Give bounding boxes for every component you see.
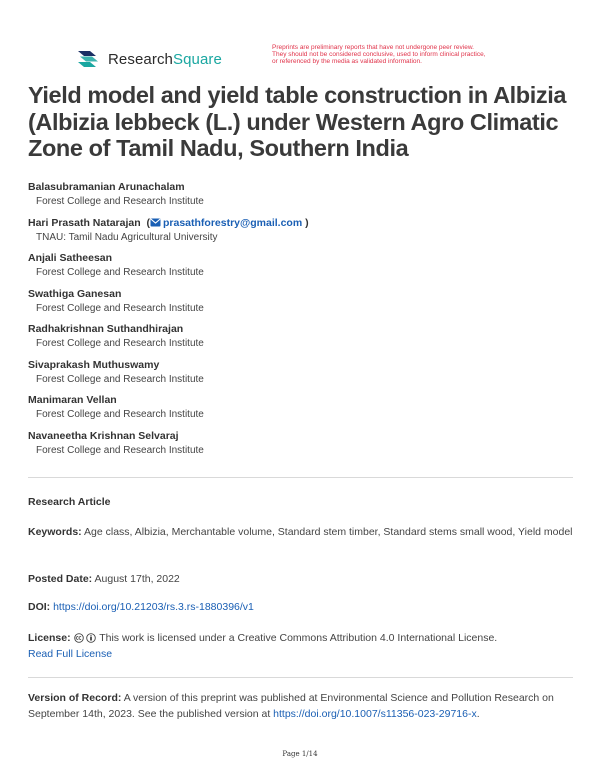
author-name: Anjali Satheesan: [28, 252, 113, 264]
version-of-record-label: Version of Record:: [28, 692, 122, 704]
email-paren-open: (: [143, 216, 150, 229]
logo-text-secondary: Square: [173, 50, 222, 68]
disclaimer-line: Preprints are preliminary reports that have not undergone peer review.: [272, 44, 474, 51]
author-entry: [28, 251, 568, 287]
author-affiliation: Forest College and Research Institute: [36, 302, 204, 314]
author-name: Balasubramanian Arunachalam: [28, 181, 185, 193]
author-entry: [28, 216, 568, 252]
posted-date: [28, 571, 573, 587]
doi: [28, 599, 573, 615]
author-entry: [28, 287, 568, 323]
author-name-row: [28, 216, 568, 230]
header: [76, 44, 576, 72]
author-affiliation: Forest College and Research Institute: [36, 373, 204, 385]
posted-date-label: Posted Date:: [28, 573, 93, 585]
keywords-label: Keywords:: [28, 526, 82, 538]
author-entry: [28, 429, 568, 465]
license-text: This work is licensed under a Creative Commons Attribution 4.0 International License.: [99, 632, 498, 644]
author-list: [28, 180, 568, 464]
author-name: Manimaran Vellan: [28, 394, 117, 406]
envelope-icon: [150, 218, 161, 227]
author-name: Radhakrishnan Suthandhirajan: [28, 323, 184, 335]
article-type: [28, 494, 573, 510]
article-type-label: Research Article: [28, 496, 111, 508]
author-name: Swathiga Ganesan: [28, 287, 122, 300]
author-name: Hari Prasath Natarajan: [28, 216, 141, 229]
author-name: Navaneetha Krishnan Selvaraj: [28, 429, 179, 442]
keywords: [28, 524, 573, 540]
author-affiliation: Forest College and Research Institute: [36, 338, 204, 349]
author-affiliation: Forest College and Research Institute: [36, 409, 204, 420]
published-version-link[interactable]: https://doi.org/10.1007/s11356-023-29716-x: [273, 708, 477, 720]
author-entry: [28, 322, 568, 358]
version-of-record-text: A version of this preprint was published at Environmental Science and Pollution Research on September 14th, 2023. See the published version at: [28, 692, 554, 720]
author-entry: [28, 180, 568, 216]
license: [28, 630, 573, 662]
divider: [28, 477, 573, 478]
author-entry: [28, 358, 568, 394]
posted-date-value: August 17th, 2022: [94, 573, 180, 585]
author-affiliation: Forest College and Research Institute: [36, 444, 204, 456]
author-name: Sivaprakash Muthuswamy: [28, 358, 160, 371]
paper-title: Yield model and yield table construction in Albizia (Albizia lebbeck (L.) under Western Agro Climatic Zone of Tamil Nadu, Southern India: [28, 82, 567, 161]
author-affiliation: TNAU: Tamil Nadu Agricultural University: [36, 231, 218, 243]
logo-text: [108, 51, 222, 68]
author-affiliation: Forest College and Research Institute: [36, 196, 204, 207]
version-of-record-suffix: .: [476, 708, 480, 720]
version-of-record: [28, 690, 573, 722]
email-paren-close: ): [302, 216, 309, 229]
disclaimer-line: They should not be considered conclusive, used to inform clinical practice,: [272, 51, 486, 59]
logo-text-primary: Research: [108, 50, 173, 68]
attribution-icon: [86, 633, 96, 643]
doi-label: DOI:: [28, 601, 51, 613]
divider: [28, 677, 573, 678]
license-label: License:: [28, 632, 71, 644]
author-email-link[interactable]: prasathforestry@gmail.com: [162, 216, 303, 229]
creative-commons-icon: [74, 633, 84, 643]
research-square-logo[interactable]: [76, 48, 222, 70]
read-full-license-link[interactable]: Read Full License: [28, 648, 113, 660]
author-entry: [28, 393, 568, 429]
page-number: Page 1/14: [282, 750, 318, 758]
keywords-value: Age class, Albizia, Merchantable volume, Standard stem timber, Standard stems small wood, Yield model: [84, 526, 573, 538]
author-affiliation: Forest College and Research Institute: [36, 267, 204, 278]
research-square-logo-icon: [76, 48, 100, 70]
disclaimer-line: or referenced by the media as validated information.: [272, 58, 422, 66]
doi-link[interactable]: https://doi.org/10.21203/rs.3.rs-1880396/v1: [53, 601, 254, 613]
preprint-disclaimer: [272, 44, 582, 66]
